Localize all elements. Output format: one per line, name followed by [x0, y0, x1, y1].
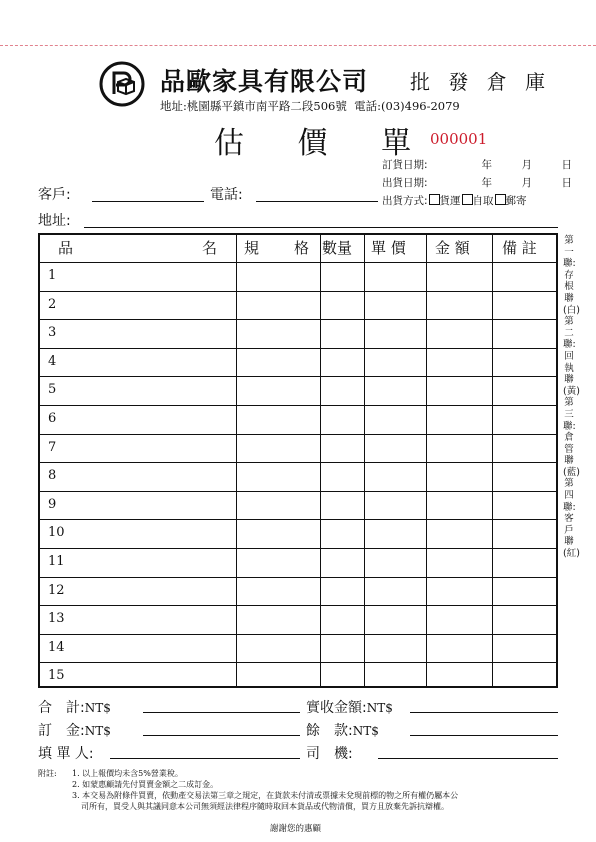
table-row — [40, 519, 556, 520]
row-number: 4 — [48, 353, 57, 369]
order-date-label: 訂貨日期: — [382, 159, 428, 171]
thanks-message: 謝謝您的惠顧 — [270, 824, 322, 834]
header-name: 名 — [202, 239, 218, 257]
driver-field[interactable] — [378, 758, 558, 759]
total-row — [38, 697, 111, 717]
phone-field[interactable] — [256, 201, 378, 202]
phone-label: 電話: — [210, 187, 243, 203]
day-label: 日 — [561, 177, 572, 189]
table-row — [40, 491, 556, 492]
note-item: 1. 以上報價均未含5%營業稅。 — [72, 769, 183, 778]
day-label: 日 — [561, 159, 572, 171]
total-field[interactable] — [143, 712, 300, 713]
row-number: 7 — [48, 439, 57, 455]
department-name: 批 發 倉 庫 — [410, 70, 552, 94]
deposit-field[interactable] — [143, 735, 300, 736]
header-unit-price: 單 價 — [371, 239, 406, 257]
currency: NT$ — [352, 724, 379, 738]
total-label: 合 計: — [38, 700, 85, 716]
serial-number: 000001 — [430, 130, 488, 148]
checkbox-pickup[interactable] — [462, 194, 473, 205]
table-row — [40, 434, 556, 435]
year-label: 年 — [481, 177, 492, 189]
option-freight: 貨運 — [439, 195, 461, 207]
note-item: 2. 如蒙惠顧請先付買賣金額之二成訂金。 — [72, 780, 219, 789]
company-address: 地址:桃園縣平鎮市南平路二段506號 — [160, 99, 347, 113]
table-row — [40, 319, 556, 320]
month-label: 月 — [521, 177, 532, 189]
filler-label: 填 單 人: — [38, 746, 94, 762]
driver-label: 司 機: — [306, 746, 353, 762]
table-row — [40, 634, 556, 635]
customer-field[interactable] — [92, 201, 204, 202]
items-table — [38, 233, 558, 688]
header-spec: 規 — [244, 239, 260, 257]
header-remarks: 備 註 — [502, 239, 537, 257]
copy-distribution: 第一聯:存根聯(白) 第二聯:回執聯(黃) 第三聯:倉管聯(藍) 第四聯:客戶聯(紅) — [563, 235, 580, 560]
row-number: 12 — [48, 582, 65, 598]
company-logo-icon — [98, 60, 146, 108]
shipping-method-label: 出貨方式: — [382, 195, 428, 207]
customer-label: 客戶: — [38, 187, 71, 203]
row-number: 3 — [48, 325, 57, 341]
table-row — [40, 605, 556, 606]
row-number: 9 — [48, 496, 57, 512]
table-row — [40, 262, 556, 263]
header-quantity: 數量 — [322, 239, 353, 257]
header-amount: 金 額 — [435, 239, 470, 257]
table-row — [40, 291, 556, 292]
table-row — [40, 548, 556, 549]
row-number: 2 — [48, 296, 57, 312]
company-phone: 電話:(03)496-2079 — [354, 99, 460, 113]
balance-row — [306, 720, 379, 740]
row-number: 10 — [48, 525, 65, 541]
row-number: 5 — [48, 382, 57, 398]
header-product: 品 — [58, 239, 74, 257]
currency: NT$ — [84, 724, 111, 738]
note-item: 3. 本交易為附條件買賣，依動產交易法第三章之規定，在貨款未付清或票據未兌現前標的物之所有權仍屬本公 — [72, 791, 459, 800]
received-row — [306, 697, 393, 717]
balance-field[interactable] — [410, 735, 558, 736]
checkbox-mail[interactable] — [495, 194, 506, 205]
header-spec-2: 格 — [294, 239, 310, 257]
document-title: 估 價 單 — [214, 126, 434, 161]
deposit-label: 訂 金: — [38, 723, 85, 739]
table-row — [40, 405, 556, 406]
table-row — [40, 348, 556, 349]
ship-date-label: 出貨日期: — [382, 177, 428, 189]
row-number: 15 — [48, 668, 65, 684]
company-address-line — [160, 98, 460, 114]
order-date-row — [382, 157, 572, 172]
company-name: 品歐家具有限公司 — [160, 67, 369, 96]
row-number: 11 — [48, 554, 65, 569]
address-field[interactable] — [84, 227, 558, 228]
table-row — [40, 577, 556, 578]
option-pickup: 自取 — [472, 195, 494, 207]
currency: NT$ — [84, 701, 111, 715]
row-number: 6 — [48, 411, 57, 426]
notes-label: 附註: — [38, 769, 57, 778]
row-number: 13 — [48, 611, 65, 627]
currency: NT$ — [366, 701, 393, 715]
option-mail: 郵寄 — [505, 195, 527, 207]
note-item: 司所有，買受人與其議同意本公司無須經法律程序隨時取回本貨品或代物清償，買方且放棄先訴抗辯權。 — [81, 802, 449, 811]
balance-label: 餘 款: — [306, 723, 353, 739]
ship-date-row — [382, 175, 572, 190]
table-row — [40, 662, 556, 663]
table-row — [40, 462, 556, 463]
table-row — [40, 376, 556, 377]
year-label: 年 — [481, 159, 492, 171]
received-label: 實收金額: — [306, 700, 367, 716]
shipping-method — [382, 193, 527, 208]
received-field[interactable] — [410, 712, 558, 713]
tear-line — [0, 45, 596, 46]
checkbox-freight[interactable] — [429, 194, 440, 205]
month-label: 月 — [521, 159, 532, 171]
row-number: 14 — [48, 639, 65, 655]
row-number: 1 — [48, 268, 57, 283]
address-label: 地址: — [38, 213, 71, 229]
row-number: 8 — [48, 468, 57, 484]
deposit-row — [38, 720, 111, 740]
filler-field[interactable] — [110, 758, 300, 759]
